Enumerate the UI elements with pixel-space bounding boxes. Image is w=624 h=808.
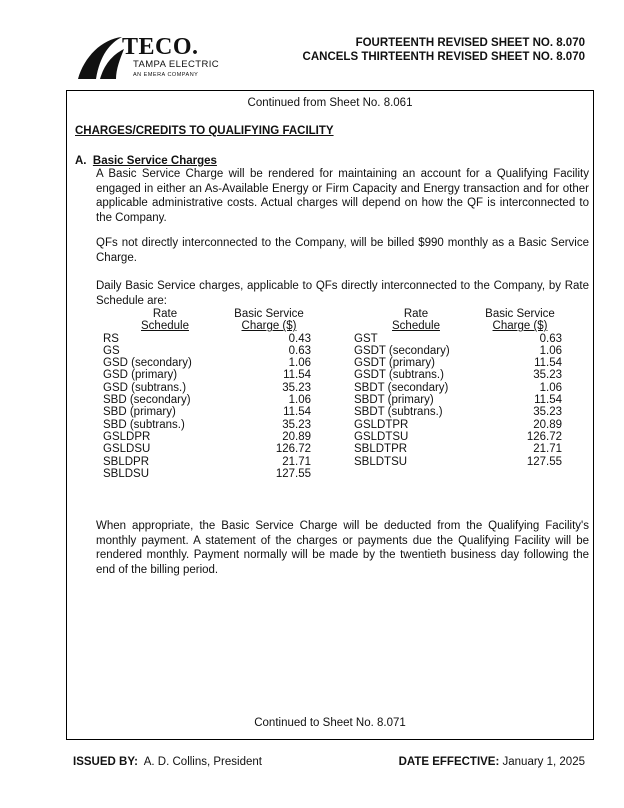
rate-schedule-cell: GSD (primary) (103, 369, 178, 382)
table-row (103, 419, 311, 431)
issued-by-value: A. D. Collins, President (143, 756, 262, 768)
rate-schedule-cell: SBLDSU (103, 467, 150, 480)
charge-cell: 127.55 (526, 455, 562, 468)
rate-schedule-cell: GSLDSU (103, 443, 151, 456)
table-row (354, 345, 562, 357)
charge-cell: 35.23 (533, 406, 562, 419)
table-row (103, 394, 311, 406)
table-row (103, 357, 311, 369)
charge-cell: 1.06 (288, 394, 311, 407)
header-charge-1: Basic Service (485, 308, 555, 320)
rate-schedule-cell: SBLDPR (103, 455, 150, 468)
rate-schedule-cell: GST (354, 332, 378, 345)
paragraph-daily-charges: Daily Basic Service charges, applicable to QFs directly interconnected to the Company, by Rate Schedule are: (96, 280, 589, 307)
rate-schedule-cell: SBLDTPR (354, 443, 408, 456)
table-row (103, 468, 311, 480)
rate-schedule-cell: SBD (subtrans.) (103, 418, 185, 431)
table-row (103, 431, 311, 443)
table-row (354, 443, 562, 455)
table-row (103, 443, 311, 455)
issued-by (73, 756, 262, 768)
table-row (354, 382, 562, 394)
charge-cell: 11.54 (534, 357, 562, 370)
rate-schedule-cell: GSDT (secondary) (354, 344, 450, 357)
date-effective (399, 756, 585, 768)
rate-schedule-cell: SBLDTSU (354, 455, 408, 468)
rate-schedule-cell: GSDT (subtrans.) (354, 369, 444, 382)
charge-cell: 0.63 (539, 332, 562, 345)
charge-cell: 35.23 (533, 369, 562, 382)
charge-cell: 21.71 (533, 443, 562, 456)
rate-schedule-cell: GSLDTPR (354, 418, 409, 431)
table-row (103, 382, 311, 394)
header-rate-2: Schedule (141, 320, 189, 333)
table-row (354, 333, 562, 345)
issued-by-label: ISSUED BY: (73, 756, 138, 768)
rate-schedule-cell: SBDT (primary) (354, 394, 434, 407)
header-charge-2: Charge ($) (492, 320, 548, 333)
header-rate-2: Schedule (392, 320, 440, 333)
teco-swoosh-icon (76, 33, 126, 83)
charge-cell: 11.54 (283, 369, 311, 382)
subsection-letter: A. (75, 155, 87, 167)
date-effective-value: January 1, 2025 (502, 756, 585, 768)
continued-from: Continued from Sheet No. 8.061 (247, 97, 413, 109)
charge-cell: 35.23 (282, 418, 311, 431)
header-rate-1: Rate (152, 308, 178, 320)
charge-cell: 20.89 (533, 418, 562, 431)
rate-schedule-cell: GSD (subtrans.) (103, 381, 187, 394)
table-row (103, 345, 311, 357)
table-row (103, 456, 311, 468)
charge-cell: 127.55 (275, 467, 311, 480)
table-row (103, 333, 311, 345)
table-row (103, 369, 311, 381)
rate-schedule-cell: SBDT (subtrans.) (354, 406, 443, 419)
paragraph-basic-charge: A Basic Service Charge will be rendered for maintaining an account for a Qualifying Facility engaged in either an As-Available Energy or Firm Capacity and Energy transaction and for other applicable administrative costs. Actual charges will depend on how the QF is interconnected to the Company. (96, 168, 589, 224)
subsection-title: Basic Service Charges (92, 155, 217, 167)
table-row (354, 456, 562, 468)
paragraph-not-interconnected: QFs not directly interconnected to the Company, will be billed $990 monthly as a Basic Service Charge. (96, 237, 589, 264)
sheet-number: FOURTEENTH REVISED SHEET NO. 8.070 (355, 37, 585, 49)
section-title: CHARGES/CREDITS TO QUALIFYING FACILITY (75, 125, 334, 137)
rate-schedule-cell: GSD (secondary) (103, 357, 192, 370)
logo-subbrand: TAMPA ELECTRIC (133, 59, 220, 70)
rate-schedule-cell: SBD (primary) (103, 406, 176, 419)
table-row (354, 419, 562, 431)
charge-cell: 11.54 (534, 394, 562, 407)
charge-cell: 21.71 (282, 455, 311, 468)
charge-cell: 20.89 (282, 430, 311, 443)
continued-to: Continued to Sheet No. 8.071 (254, 717, 406, 729)
charge-cell: 1.06 (539, 381, 562, 394)
tariff-sheet-body (66, 90, 594, 740)
header-charge-1: Basic Service (234, 308, 304, 320)
table-row (103, 406, 311, 418)
charge-cell: 0.63 (288, 344, 311, 357)
rate-schedule-cell: RS (103, 332, 119, 345)
rate-schedule-cell: GSDT (primary) (354, 357, 435, 370)
teco-logo (76, 33, 256, 83)
charge-cell: 0.43 (288, 332, 311, 345)
logo-brand: TECO. (122, 34, 199, 60)
header-charge-2: Charge ($) (241, 320, 297, 333)
rate-schedule-cell: GSLDTSU (354, 430, 409, 443)
rate-schedule-cell: GSLDPR (103, 430, 151, 443)
rate-table-left (103, 308, 311, 480)
date-effective-label: DATE EFFECTIVE: (398, 756, 500, 768)
header-rate-1: Rate (403, 308, 429, 320)
charge-cell: 11.54 (283, 406, 311, 419)
logo-tagline: AN EMERA COMPANY (133, 72, 199, 78)
charge-cell: 126.72 (275, 443, 311, 456)
paragraph-deduction: When appropriate, the Basic Service Charge will be deducted from the Qualifying Facility's monthly payment. A statement of the charges or payments due the Qualifying Facility will be rendered monthly. Payment normally will be made by the twentieth business day following the end of the billing period. (96, 520, 589, 576)
sheet-cancels: CANCELS THIRTEENTH REVISED SHEET NO. 8.070 (302, 51, 585, 63)
rate-schedule-cell: SBD (secondary) (103, 394, 191, 407)
charge-cell: 35.23 (282, 381, 311, 394)
table-row (354, 406, 562, 418)
rate-table-right (354, 308, 562, 468)
charge-cell: 1.06 (288, 357, 311, 370)
table-row (354, 357, 562, 369)
charge-cell: 126.72 (526, 430, 562, 443)
rate-schedule-cell: SBDT (secondary) (354, 381, 449, 394)
table-row (354, 431, 562, 443)
charge-cell: 1.06 (539, 344, 562, 357)
subsection-heading (75, 155, 217, 167)
table-row (354, 369, 562, 381)
rate-schedule-cell: GS (103, 344, 120, 357)
table-row (354, 394, 562, 406)
